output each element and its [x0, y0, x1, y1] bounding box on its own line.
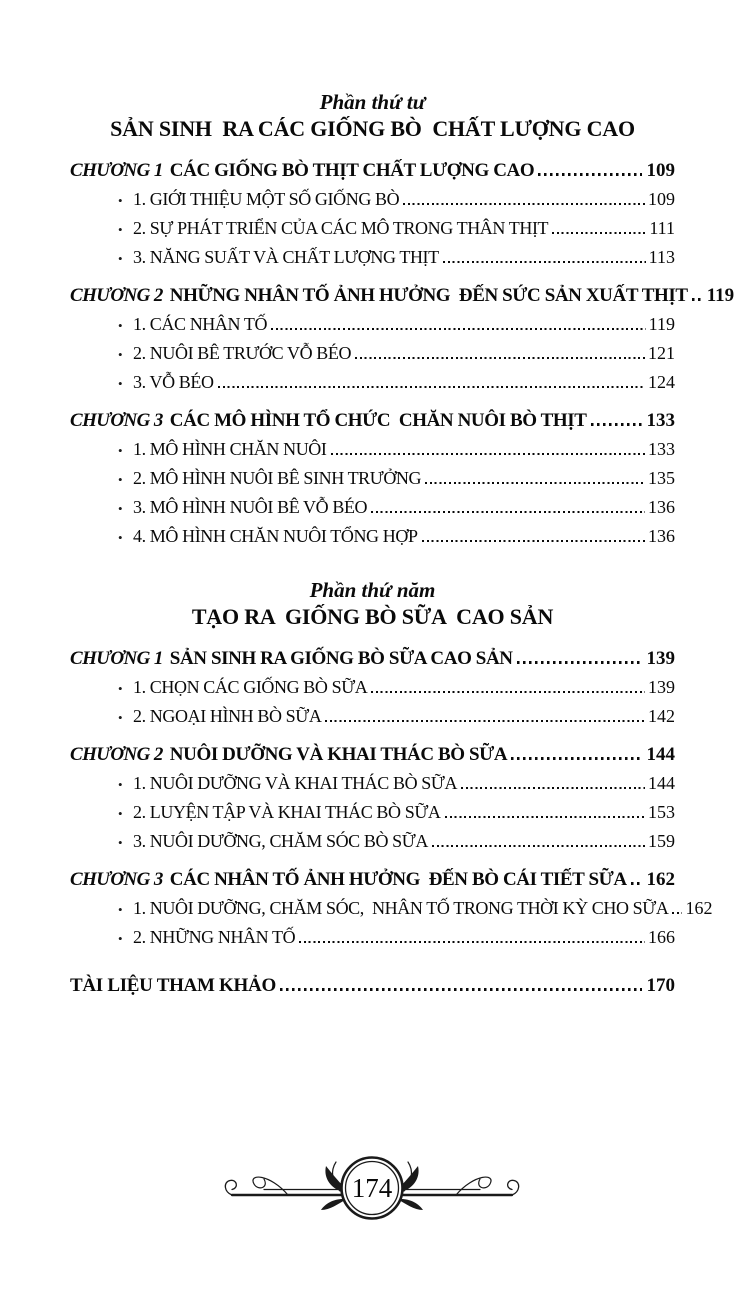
page-number: 139	[648, 677, 675, 697]
item-title: 2. LUYỆN TẬP VÀ KHAI THÁC BÒ SỮA	[133, 802, 441, 822]
page-number: 166	[648, 927, 675, 947]
dot-leader	[692, 298, 702, 301]
page-number: 133	[646, 410, 675, 431]
dot-leader	[371, 691, 645, 693]
toc-item-row	[70, 370, 675, 396]
part-kicker: Phần thứ tư	[319, 90, 426, 114]
page-number: 170	[646, 975, 675, 996]
page-number: 144	[646, 744, 675, 765]
toc-item-row	[70, 341, 675, 367]
page-number: 139	[646, 648, 675, 669]
bullet-icon: •	[118, 835, 123, 850]
bullet-icon: •	[118, 777, 123, 792]
toc-item-row	[70, 466, 675, 492]
dot-leader	[445, 816, 645, 818]
page-number: 109	[648, 189, 675, 209]
chapter-label: CHƯƠNG 2	[70, 744, 163, 765]
toc-item-row	[70, 704, 675, 730]
chapter-title: CÁC GIỐNG BÒ THỊT CHẤT LƯỢNG CAO	[169, 160, 535, 181]
flourish-icon	[222, 1138, 522, 1238]
item-title: 4. MÔ HÌNH CHĂN NUÔI TỔNG HỢP	[133, 526, 418, 546]
chapter-label: CHƯƠNG 3	[70, 410, 163, 431]
chapter-row	[70, 867, 675, 893]
page-number: 121	[648, 343, 675, 363]
page-number: 111	[649, 218, 675, 238]
toc-item-row	[70, 524, 675, 550]
toc-item-row	[70, 675, 675, 701]
bullet-icon: •	[118, 530, 123, 545]
toc-item-row	[70, 312, 675, 338]
item-title: 1. NUÔI DƯỠNG VÀ KHAI THÁC BÒ SỮA	[133, 773, 458, 793]
bullet-icon: •	[118, 376, 123, 391]
dot-leader	[432, 845, 645, 847]
page-number-footer: 174	[351, 1173, 393, 1203]
dot-leader	[461, 787, 645, 789]
dot-leader	[218, 386, 645, 388]
bullet-icon: •	[118, 347, 123, 362]
chapter-title: SẢN SINH RA GIỐNG BÒ SỮA CAO SẢN	[169, 648, 513, 669]
page-number: 113	[648, 247, 675, 267]
item-title: 1. NUÔI DƯỠNG, CHĂM SÓC, NHÂN TỐ TRONG THỜI KỲ CHO SỮA	[133, 898, 669, 918]
bullet-icon: •	[118, 193, 123, 208]
dot-leader	[299, 941, 645, 943]
bullet-icon: •	[118, 501, 123, 516]
chapter-title: NUÔI DƯỠNG VÀ KHAI THÁC BÒ SỮA	[169, 744, 508, 765]
toc-item-row	[70, 800, 675, 826]
references-row	[70, 973, 675, 999]
toc-item-row	[70, 187, 675, 213]
chapter-row	[70, 158, 675, 184]
page-number: 124	[648, 372, 675, 392]
item-title: 2. NGOẠI HÌNH BÒ SỮA	[133, 706, 322, 726]
item-title: 2. NUÔI BÊ TRƯỚC VỖ BÉO	[133, 343, 352, 363]
dot-leader	[280, 988, 642, 991]
part-section-4	[70, 90, 735, 550]
dot-leader	[517, 661, 642, 664]
item-title: 1. CHỌN CÁC GIỐNG BÒ SỮA	[133, 677, 368, 697]
item-title: 1. GIỚI THIỆU MỘT SỐ GIỐNG BÒ	[133, 189, 400, 209]
chapter-label: CHƯƠNG 1	[70, 160, 163, 181]
chapter-label: CHƯƠNG 1	[70, 648, 163, 669]
dot-leader	[355, 357, 645, 359]
dot-leader	[422, 540, 645, 542]
bullet-icon: •	[118, 931, 123, 946]
chapter-row	[70, 408, 675, 434]
dot-leader	[631, 882, 642, 885]
part-title: SẢN SINH RA CÁC GIỐNG BÒ CHẤT LƯỢNG CAO	[110, 116, 635, 141]
item-title: 1. CÁC NHÂN TỐ	[133, 314, 268, 334]
toc-item-row	[70, 829, 675, 855]
chapter-row	[70, 646, 675, 672]
bullet-icon: •	[118, 472, 123, 487]
page-number: 136	[648, 497, 675, 517]
page-number: 109	[646, 160, 675, 181]
toc-item-row	[70, 925, 675, 951]
page-number: 142	[648, 706, 675, 726]
part-kicker: Phần thứ năm	[309, 578, 436, 602]
page-number: 133	[648, 439, 675, 459]
item-title: 1. MÔ HÌNH CHĂN NUÔI	[133, 439, 327, 459]
dot-leader	[552, 232, 646, 234]
dot-leader	[538, 173, 641, 176]
toc-item-row	[70, 437, 675, 463]
page-number: 162	[685, 898, 713, 918]
item-title: 3. VỖ BÉO	[133, 372, 214, 392]
item-title: 2. SỰ PHÁT TRIỂN CỦA CÁC MÔ TRONG THÂN THỊT	[133, 218, 549, 238]
dot-leader	[672, 912, 682, 914]
bullet-icon: •	[118, 902, 123, 917]
part-title: TẠO RA GIỐNG BÒ SỮA CAO SẢN	[191, 604, 554, 629]
dot-leader	[331, 453, 646, 455]
toc-item-row	[70, 896, 713, 922]
dot-leader	[443, 261, 646, 263]
item-title: 3. NUÔI DƯỠNG, CHĂM SÓC BÒ SỮA	[133, 831, 428, 851]
page-number: 135	[648, 468, 675, 488]
page-number: 144	[648, 773, 675, 793]
references-title: TÀI LIỆU THAM KHẢO	[70, 975, 276, 996]
item-title: 2. MÔ HÌNH NUÔI BÊ SINH TRƯỞNG	[133, 468, 422, 488]
chapter-title: NHỮNG NHÂN TỐ ẢNH HƯỞNG ĐẾN SỨC SẢN XUẤT THỊT	[169, 285, 688, 306]
part-section-5	[70, 578, 713, 951]
bullet-icon: •	[118, 710, 123, 725]
page-number: 159	[648, 831, 675, 851]
dot-leader	[511, 757, 641, 760]
chapter-label: CHƯƠNG 3	[70, 869, 163, 890]
chapter-title: CÁC NHÂN TỐ ẢNH HƯỞNG ĐẾN BÒ CÁI TIẾT SỮA	[169, 869, 627, 890]
footer-ornament	[0, 1138, 744, 1243]
bullet-icon: •	[118, 443, 123, 458]
bullet-icon: •	[118, 318, 123, 333]
chapter-row	[70, 742, 675, 768]
page-number: 119	[706, 285, 735, 306]
toc-item-row	[70, 245, 675, 271]
bullet-icon: •	[118, 806, 123, 821]
page-number: 162	[646, 869, 675, 890]
page-number: 153	[648, 802, 675, 822]
chapter-title: CÁC MÔ HÌNH TỔ CHỨC CHĂN NUÔI BÒ THỊT	[169, 410, 587, 431]
dot-leader	[371, 511, 645, 513]
dot-leader	[591, 423, 642, 426]
bullet-icon: •	[118, 681, 123, 696]
dot-leader	[403, 203, 645, 205]
item-title: 2. NHỮNG NHÂN TỐ	[133, 927, 296, 947]
bullet-icon: •	[118, 251, 123, 266]
chapter-label: CHƯƠNG 2	[70, 285, 163, 306]
toc-item-row	[70, 495, 675, 521]
dot-leader	[271, 328, 646, 330]
dot-leader	[325, 720, 645, 722]
dot-leader	[425, 482, 645, 484]
page-number: 119	[648, 314, 675, 334]
toc-item-row	[70, 216, 675, 242]
chapter-row	[70, 283, 735, 309]
item-title: 3. MÔ HÌNH NUÔI BÊ VỖ BÉO	[133, 497, 368, 517]
item-title: 3. NĂNG SUẤT VÀ CHẤT LƯỢNG THỊT	[133, 247, 439, 267]
page-number: 136	[648, 526, 675, 546]
toc-item-row	[70, 771, 675, 797]
bullet-icon: •	[118, 222, 123, 237]
